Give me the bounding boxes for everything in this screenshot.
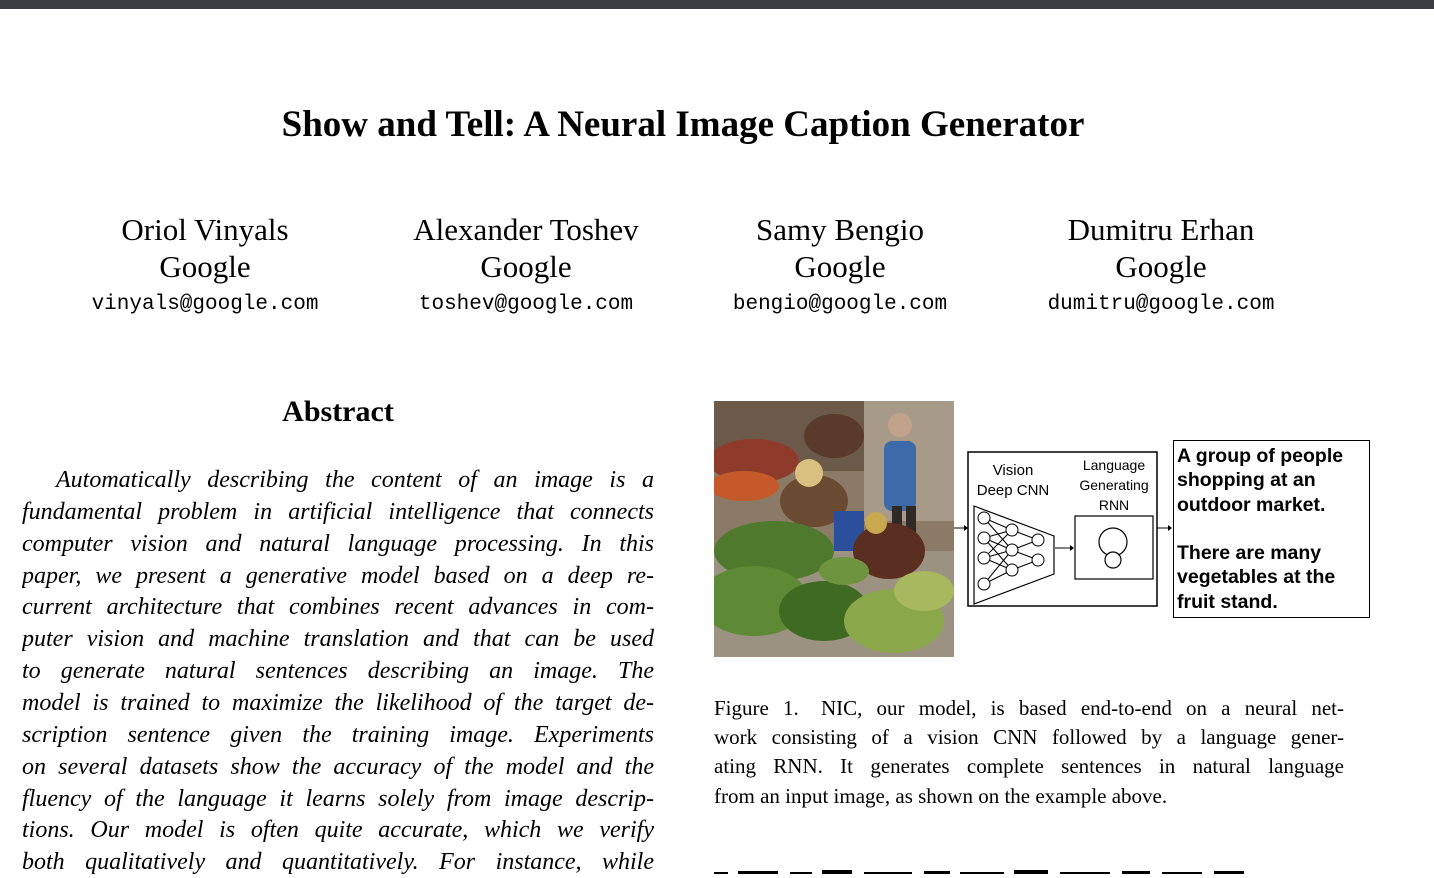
market-photo [714, 401, 954, 657]
abstract-line: fundamental problem in artificial intelligence that connects [22, 499, 654, 525]
language-label: RNN [1098, 497, 1130, 513]
viewer-top-bar [0, 0, 1434, 9]
paper-title: Show and Tell: A Neural Image Caption Generator [281, 104, 1085, 145]
generated-caption-line: outdoor market. [1177, 493, 1326, 516]
author-email[interactable]: vinyals@google.com [91, 293, 319, 316]
abstract-line: current architecture that combines recent advances in com- [22, 594, 654, 620]
cnn-network [978, 512, 1044, 590]
abstract-line: model is trained to maximize the likelihood of the target de- [22, 690, 654, 716]
generated-caption-line [1177, 517, 1366, 541]
figure-caption-line: work consisting of a vision CNN followed by a language gener- [714, 725, 1344, 749]
figure-caption-line [714, 694, 1344, 724]
abstract-line: paper, we present a generative model based on a deep re- [22, 563, 654, 589]
generated-caption-line: fruit stand. [1177, 590, 1278, 613]
author-affiliation: Google [794, 249, 886, 284]
abstract-line: tions. Our model is often quite accurate, which we verify [22, 817, 654, 843]
author-name: Alexander Toshev [413, 212, 639, 247]
vision-label: Deep CNN [976, 482, 1050, 499]
author-block [1031, 211, 1291, 318]
abstract-line: both qualitatively and quantitatively. For instance, while [22, 849, 654, 875]
abstract-line: fluency of the language it learns solely from image descrip- [22, 786, 654, 812]
author-name: Dumitru Erhan [1067, 212, 1255, 247]
rnn-node [1105, 552, 1121, 568]
author-block [710, 211, 970, 318]
author-affiliation: Google [159, 249, 251, 284]
abstract-line: Automatically describing the content of an image is a [56, 467, 654, 493]
generated-caption-line: A group of people [1177, 445, 1344, 467]
vision-label: Vision [992, 462, 1034, 479]
abstract-line: to generate natural sentences describing an image. The [22, 658, 654, 684]
author-block [75, 211, 335, 318]
author-name: Samy Bengio [756, 212, 924, 247]
language-label: Language [1082, 457, 1146, 473]
abstract-line: computer vision and natural language processing. In this [22, 531, 654, 557]
generated-caption-box [1173, 440, 1370, 618]
author-email[interactable]: bengio@google.com [732, 293, 948, 316]
rnn-box [1075, 516, 1153, 579]
author-name: Oriol Vinyals [121, 212, 289, 247]
market-photo-illustration [714, 401, 954, 657]
figure-caption-text: NIC, our model, is based end-to-end on a neural net- [820, 696, 1344, 720]
author-email[interactable]: dumitru@google.com [1047, 293, 1275, 316]
figure-caption-line: from an input image, as shown on the example above. [714, 784, 1168, 808]
figure-caption-line: ating RNN. It generates complete sentences in natural language [714, 754, 1344, 778]
generated-caption-line: shopping at an [1177, 469, 1316, 492]
author-affiliation: Google [1115, 249, 1207, 284]
abstract-line: puter vision and machine translation and that can be used [22, 626, 654, 652]
author-block [396, 211, 656, 318]
abstract-line: scription sentence given the training image. Experiments [22, 722, 654, 748]
generated-caption-line: There are many [1177, 542, 1322, 565]
author-affiliation: Google [480, 249, 572, 284]
cropped-text-line [714, 862, 1274, 874]
abstract-line: on several datasets show the accuracy of the model and the [22, 754, 654, 780]
figure-label: Figure 1. [714, 696, 799, 720]
generated-caption-line: vegetables at the [1177, 566, 1336, 589]
author-email[interactable]: toshev@google.com [418, 293, 634, 316]
abstract-heading: Abstract [282, 395, 394, 428]
language-label: Generating [1079, 477, 1149, 493]
